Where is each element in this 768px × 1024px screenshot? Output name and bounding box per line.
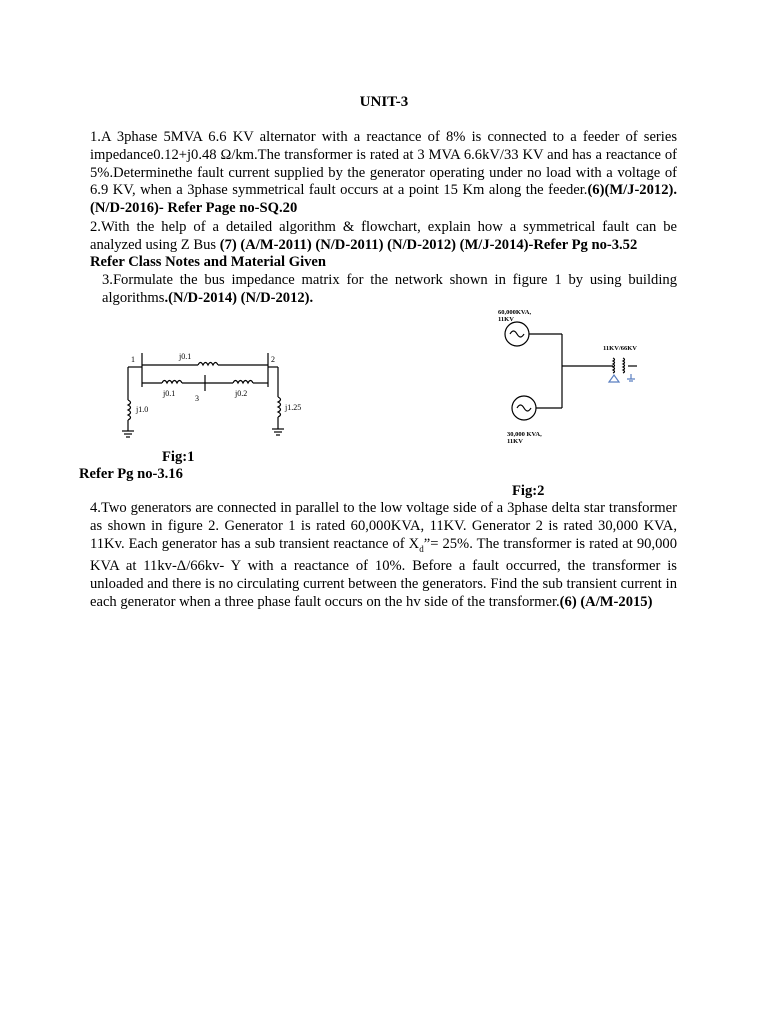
question-2-reference: (7) (A/M-2011) (N/D-2011) (N/D-2012) (M/J-2014)-Refer Pg no-3.52 [219,236,638,253]
question-2-note: Refer Class Notes and Material Given [90,254,327,270]
question-4-text-a: 4.Two generators are connected in parallel to the low voltage side of a 3phase delta star transformer as shown in figure 2. Generator 1 is rated 60,000KVA, 11KV. Generator 2 is rated 30,000 KVA, 11Kv. Each generator has a sub transient reactance of X [90,500,677,552]
label-bus-3: 3 [195,394,199,403]
question-4 [90,500,677,612]
inductor-j0.2 [233,381,253,384]
question-4-subscript: d [419,543,424,554]
figure-1-caption: Fig:1 [162,449,195,465]
question-3-text: 3.Formulate the bus impedance matrix for the network shown in figure 1 by using building algorithms [102,272,677,306]
label-z1g: j1.0 [136,405,149,414]
question-3-reference: .(N/D-2014) (N/D-2012). [164,289,314,306]
question-4-text-b: ”= 25%. The transformer is rated at 90,000 KVA at 11kv-Δ/66kv- Y with a reactance of 10%. Before a fault occurred, the transformer is unloaded and there is no circulating current between the generators. Find the sub transient current in each generator when a three phase fault occurs on the hv side of the transformer. [90,535,677,610]
question-2 [90,219,677,255]
label-z2g: j1.25 [285,403,302,412]
question-1-reference: (6)(M/J-2012).(N/D-2016)- Refer Page no-SQ.20 [90,182,677,217]
question-1-text: 1.A 3phase 5MVA 6.6 KV alternator with a reactance of 8% is connected to a feeder of series impedance0.12+j0.48 Ω/km.The transformer is rated at 3 MVA 6.6kV/33 KV and has a reactance of 5%.Determinethe fault current supplied by the generator operating under no load with a voltage of 6.9 KV, when a 3phase symmetrical fault occurs at a point 15 Km along the feeder. [90,129,677,199]
label-bus-1: 1 [131,355,135,364]
figure-1-reference: Refer Pg no-3.16 [79,466,183,482]
transformer-primary-winding [613,358,615,373]
gen-2-voltage: 11KV [507,438,523,445]
question-1 [90,129,677,218]
transformer-rating: 11KV/66KV [603,345,637,352]
figure-2-generator-diagram [495,306,665,448]
label-z32: j0.2 [235,389,248,398]
inductor-j0.1-top [198,363,218,366]
gen-2-rating: 30,000 KVA, [507,431,542,438]
figure-1-network-diagram [115,345,315,445]
delta-connection-icon [609,375,619,382]
inductor-j1.0 [128,400,131,420]
gen-1-voltage: 11KV [498,316,514,323]
generator-2-sine-icon [517,405,531,411]
label-bus-2: 2 [271,355,275,364]
inductor-j0.1-lower [162,381,182,384]
gen-1-rating: 60,000KVA, [498,309,532,316]
wye-ground-icon [627,374,635,381]
label-z13: j0.1 [163,389,176,398]
generator-1-sine-icon [510,331,524,337]
unit-title: UNIT-3 [359,94,409,110]
transformer-secondary-winding [623,358,625,373]
label-z12: j0.1 [179,352,192,361]
inductor-j1.25 [278,397,281,417]
question-2-text: 2.With the help of a detailed algorithm & flowchart, explain how a symmetrical fault can be analyzed using Z Bus [90,219,677,253]
figure-2-caption: Fig:2 [512,483,545,499]
question-3 [102,272,677,308]
question-4-reference: (6) (A/M-2015) [559,593,653,610]
